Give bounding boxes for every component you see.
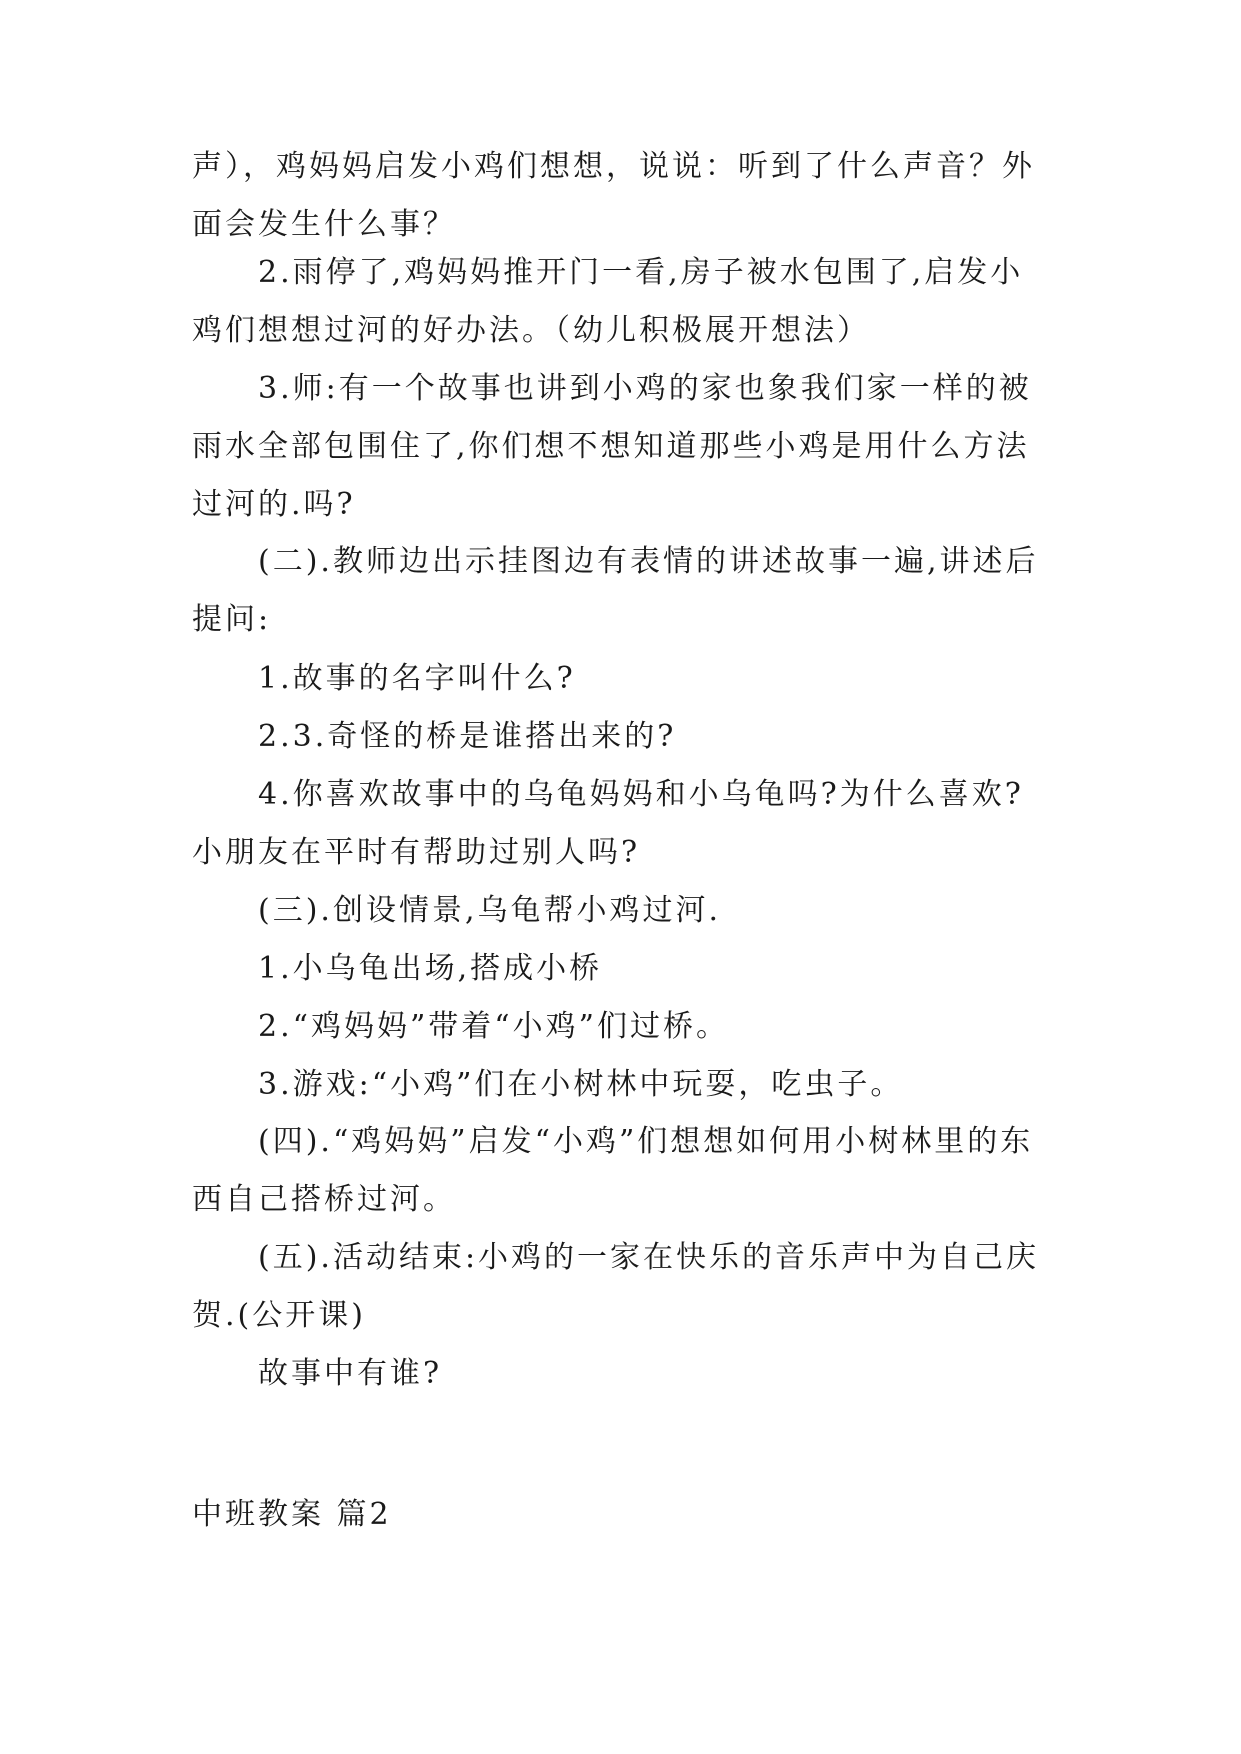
paragraph-11: 3.游戏:“小鸡”们在小树林中玩耍，吃虫子。 — [258, 1067, 904, 1102]
paragraph-5: 1.故事的名字叫什么? — [258, 661, 576, 696]
paragraph-7: 4.你喜欢故事中的乌龟妈妈和小乌龟吗?为什么喜欢?小朋友在平时有帮助过别人吗? — [192, 777, 1024, 870]
paragraph-1: 声），鸡妈妈启发小鸡们想想，说说：听到了什么声音？外面会发生什么事？ — [192, 149, 1035, 242]
paragraph-6: 2.3.奇怪的桥是谁搭出来的? — [258, 719, 677, 754]
paragraph-12: (四).“鸡妈妈”启发“小鸡”们想想如何用小树林里的东西自己搭桥过河。 — [192, 1124, 1034, 1217]
section-heading: 中班教案 篇2 — [192, 1497, 392, 1532]
paragraph-9: 1.小乌龟出场,搭成小桥 — [258, 951, 603, 986]
paragraph-13: (五).活动结束:小鸡的一家在快乐的音乐声中为自己庆贺.(公开课) — [192, 1240, 1040, 1333]
paragraph-2: 2.雨停了,鸡妈妈推开门一看,房子被水包围了,启发小鸡们想想过河的好办法。（幼儿积极展开想法） — [192, 255, 1024, 348]
paragraph-8: (三).创设情景,乌龟帮小鸡过河. — [258, 893, 722, 928]
paragraph-14: 故事中有谁? — [258, 1356, 443, 1391]
paragraph-10: 2.“鸡妈妈”带着“小鸡”们过桥。 — [258, 1009, 729, 1044]
paragraph-3: 3.师:有一个故事也讲到小鸡的家也象我们家一样的被雨水全部包围住了,你们想不想知道那些小鸡是用什么方法过河的.吗? — [192, 371, 1032, 522]
paragraph-4: (二).教师边出示挂图边有表情的讲述故事一遍,讲述后提问: — [192, 544, 1039, 637]
